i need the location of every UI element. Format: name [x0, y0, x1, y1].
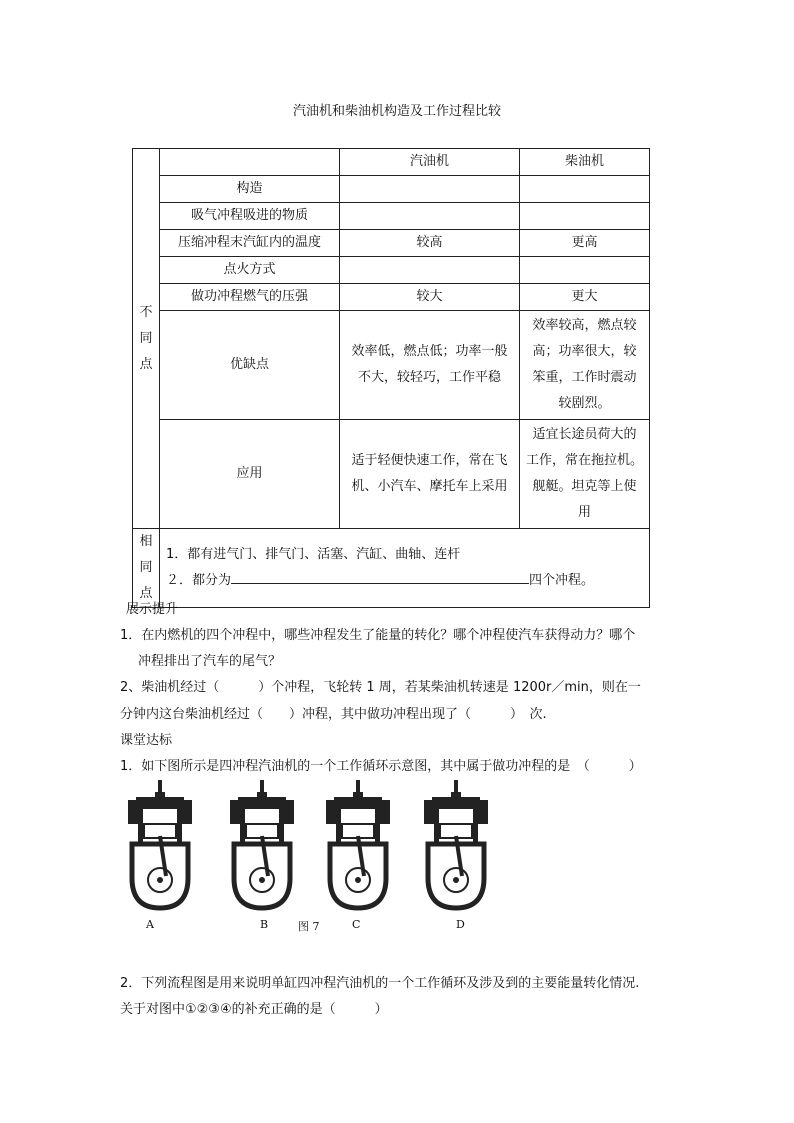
diesel-pros-line-3: 笨重，工作时震动	[532, 370, 637, 385]
diesel-use-line-2: 工作，常在拖拉机。	[526, 453, 644, 468]
gas-use-line-2: 机、小汽车、摩托车上采用	[351, 479, 508, 494]
same-char-1: 相	[139, 534, 153, 549]
cell-diesel-pressure: 更大	[520, 284, 650, 311]
cell-gas-structure	[340, 176, 520, 203]
diff-char-3: 点	[139, 356, 153, 372]
question-3: 1．如下图所示是四冲程汽油机的一个工作循环示意图，其中属于做功冲程的是 （ ）	[120, 759, 642, 774]
engine-d-icon	[424, 780, 488, 908]
cell-gas-pros-cons	[340, 311, 520, 420]
similarity-2	[166, 568, 646, 594]
similarity-2-prefix: ２．都分为	[166, 573, 232, 588]
row-label-structure: 构造	[160, 176, 340, 203]
diff-char-1: 不	[139, 304, 153, 320]
cell-similarities	[160, 529, 650, 608]
header-blank	[160, 149, 340, 176]
engine-a-icon	[128, 780, 192, 908]
similarity-2-suffix: 四个冲程。	[529, 573, 595, 588]
cell-diesel-ignition	[520, 257, 650, 284]
question-2-line-1: 2、柴油机经过（ ）个冲程，飞轮转 1 周，若某柴油机转速是 1200r／min，则在一	[120, 680, 641, 695]
cell-gas-application	[340, 420, 520, 529]
gas-pros-line-1: 效率低，燃点低；功率一般	[351, 344, 508, 359]
question-4-line-1: 2．下列流程图是用来说明单缸四冲程汽油机的一个工作循环及涉及到的主要能量转化情况.	[120, 976, 640, 991]
diesel-use-line-1: 适宜长途员荷大的	[532, 427, 637, 442]
engine-stroke-figure	[118, 780, 498, 940]
question-4-line-2: 关于对图中①②③④的补充正确的是（ ）	[120, 1002, 388, 1017]
row-label-intake: 吸气冲程吸进的物质	[160, 203, 340, 230]
figure-label-a: A	[146, 918, 154, 931]
diesel-pros-line-4: 较剧烈。	[558, 396, 611, 411]
section-heading-show: 展示提升	[126, 602, 179, 617]
figure-caption: 图 7	[298, 920, 320, 933]
document-title: 汽油机和柴油机构造及工作过程比较	[292, 104, 501, 119]
row-label-ignition: 点火方式	[160, 257, 340, 284]
diesel-pros-line-2: 高；功率很大，较	[532, 344, 637, 359]
cell-gas-intake	[340, 203, 520, 230]
diesel-use-line-3: 舰艇。坦克等上使	[532, 479, 637, 494]
engine-b-icon	[230, 780, 294, 908]
gas-use-line-1: 适于轻便快速工作，常在飞	[351, 453, 508, 468]
diesel-pros-line-1: 效率较高，燃点较	[532, 318, 637, 333]
question-2-line-2: 分钟内这台柴油机经过（ ）冲程，其中做功冲程出现了（ ） 次.	[120, 707, 547, 722]
answer-blank-line[interactable]	[231, 569, 529, 584]
cell-diesel-structure	[520, 176, 650, 203]
cell-diesel-intake	[520, 203, 650, 230]
engine-c-icon	[326, 780, 390, 908]
cell-diesel-application	[520, 420, 650, 529]
figure-label-b: B	[260, 918, 269, 931]
question-1-line-1: 1．在内燃机的四个冲程中，哪些冲程发生了能量的转化？哪个冲程使汽车获得动力？哪个	[120, 628, 636, 643]
row-label-pros-cons: 优缺点	[160, 311, 340, 420]
diesel-use-line-4: 用	[577, 505, 591, 520]
header-diesel: 柴油机	[520, 149, 650, 176]
figure-label-c: C	[352, 918, 361, 931]
cell-gas-pressure: 较大	[340, 284, 520, 311]
same-char-2: 同	[139, 560, 153, 575]
section-heading-class: 课堂达标	[120, 733, 173, 748]
same-char-3: 点	[139, 586, 153, 601]
engine-diagrams-svg	[118, 780, 498, 920]
row-label-pressure: 做功冲程燃气的压强	[160, 284, 340, 311]
similarity-1: 1．都有进气门、排气门、活塞、汽缸、曲轴、连杆	[166, 547, 461, 562]
question-1-line-2: 冲程排出了汽车的尾气？	[138, 654, 282, 669]
row-label-temperature: 压缩冲程末汽缸内的温度	[160, 230, 340, 257]
gas-pros-line-2: 不大，较轻巧，工作平稳	[357, 370, 501, 385]
cell-gas-temperature: 较高	[340, 230, 520, 257]
header-gasoline: 汽油机	[340, 149, 520, 176]
comparison-table	[132, 148, 650, 608]
cell-gas-ignition	[340, 257, 520, 284]
row-label-application: 应用	[160, 420, 340, 529]
cell-diesel-pros-cons	[520, 311, 650, 420]
diff-side-label	[133, 149, 160, 529]
same-side-label	[133, 529, 160, 608]
cell-diesel-temperature: 更高	[520, 230, 650, 257]
diff-char-2: 同	[139, 330, 153, 346]
figure-label-d: D	[456, 918, 465, 931]
